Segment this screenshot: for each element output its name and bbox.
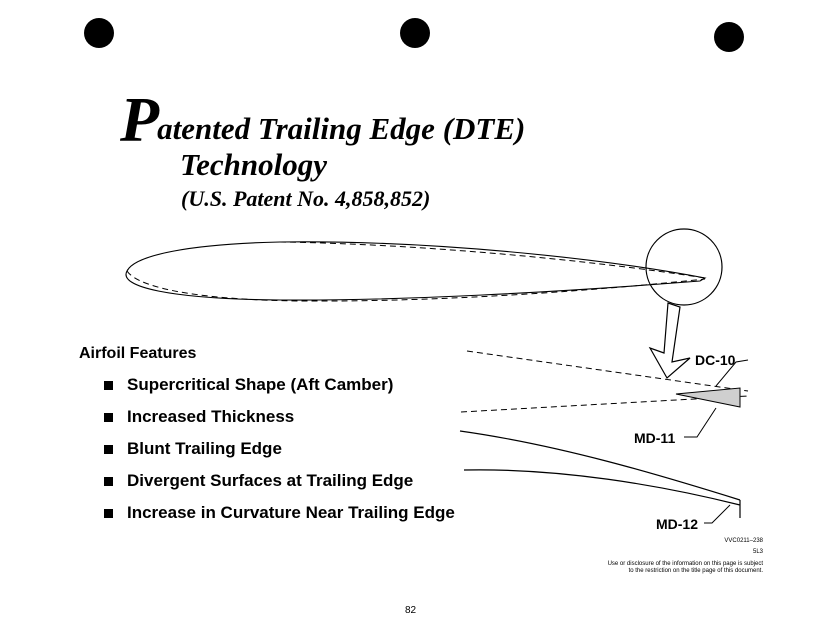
- md12-leader: [704, 505, 730, 523]
- magnify-arrow: [650, 303, 690, 378]
- sheet-code: 5L3: [752, 549, 763, 555]
- md11-trailing-edge: [676, 388, 740, 407]
- page-number: 82: [405, 605, 417, 616]
- feature-item: [104, 407, 294, 427]
- title-line-2: Technology: [180, 147, 327, 182]
- airfoil-profile-new: [126, 242, 705, 300]
- feature-text: Supercritical Shape (Aft Camber): [127, 375, 394, 394]
- md11-leader: [684, 408, 716, 437]
- bullet-square-icon: [104, 477, 113, 486]
- md12-upper-surface: [460, 431, 740, 500]
- restriction-notice-line-2: to the restriction on the title page of this document.: [628, 568, 763, 574]
- feature-item: [104, 471, 413, 491]
- bullet-square-icon: [104, 509, 113, 518]
- bullet-square-icon: [104, 413, 113, 422]
- airfoil-profile-baseline: [127, 242, 705, 301]
- title-line-1-text: atented Trailing Edge (DTE): [157, 111, 526, 146]
- bullet-square-icon: [104, 445, 113, 454]
- feature-item: [104, 503, 455, 523]
- restriction-notice-line-1: Use or disclosure of the information on this page is subject: [607, 561, 763, 567]
- md12-label: MD-12: [656, 516, 699, 532]
- dc10-label: DC-10: [695, 352, 736, 368]
- feature-item: [104, 375, 393, 395]
- feature-text: Blunt Trailing Edge: [127, 439, 282, 458]
- title-drop-cap: P: [120, 84, 158, 155]
- figure-code: VVC0211–238: [724, 538, 763, 544]
- feature-text: Increase in Curvature Near Trailing Edge: [127, 503, 455, 522]
- patent-subtitle: (U.S. Patent No. 4,858,852): [181, 186, 431, 211]
- airfoil-features-heading: Airfoil Features: [79, 345, 197, 362]
- magnify-circle: [646, 229, 722, 305]
- feature-text: Increased Thickness: [127, 407, 295, 426]
- md11-label: MD-11: [634, 430, 676, 446]
- bullet-square-icon: [104, 381, 113, 390]
- feature-text: Divergent Surfaces at Trailing Edge: [127, 471, 414, 490]
- feature-item: [104, 439, 282, 459]
